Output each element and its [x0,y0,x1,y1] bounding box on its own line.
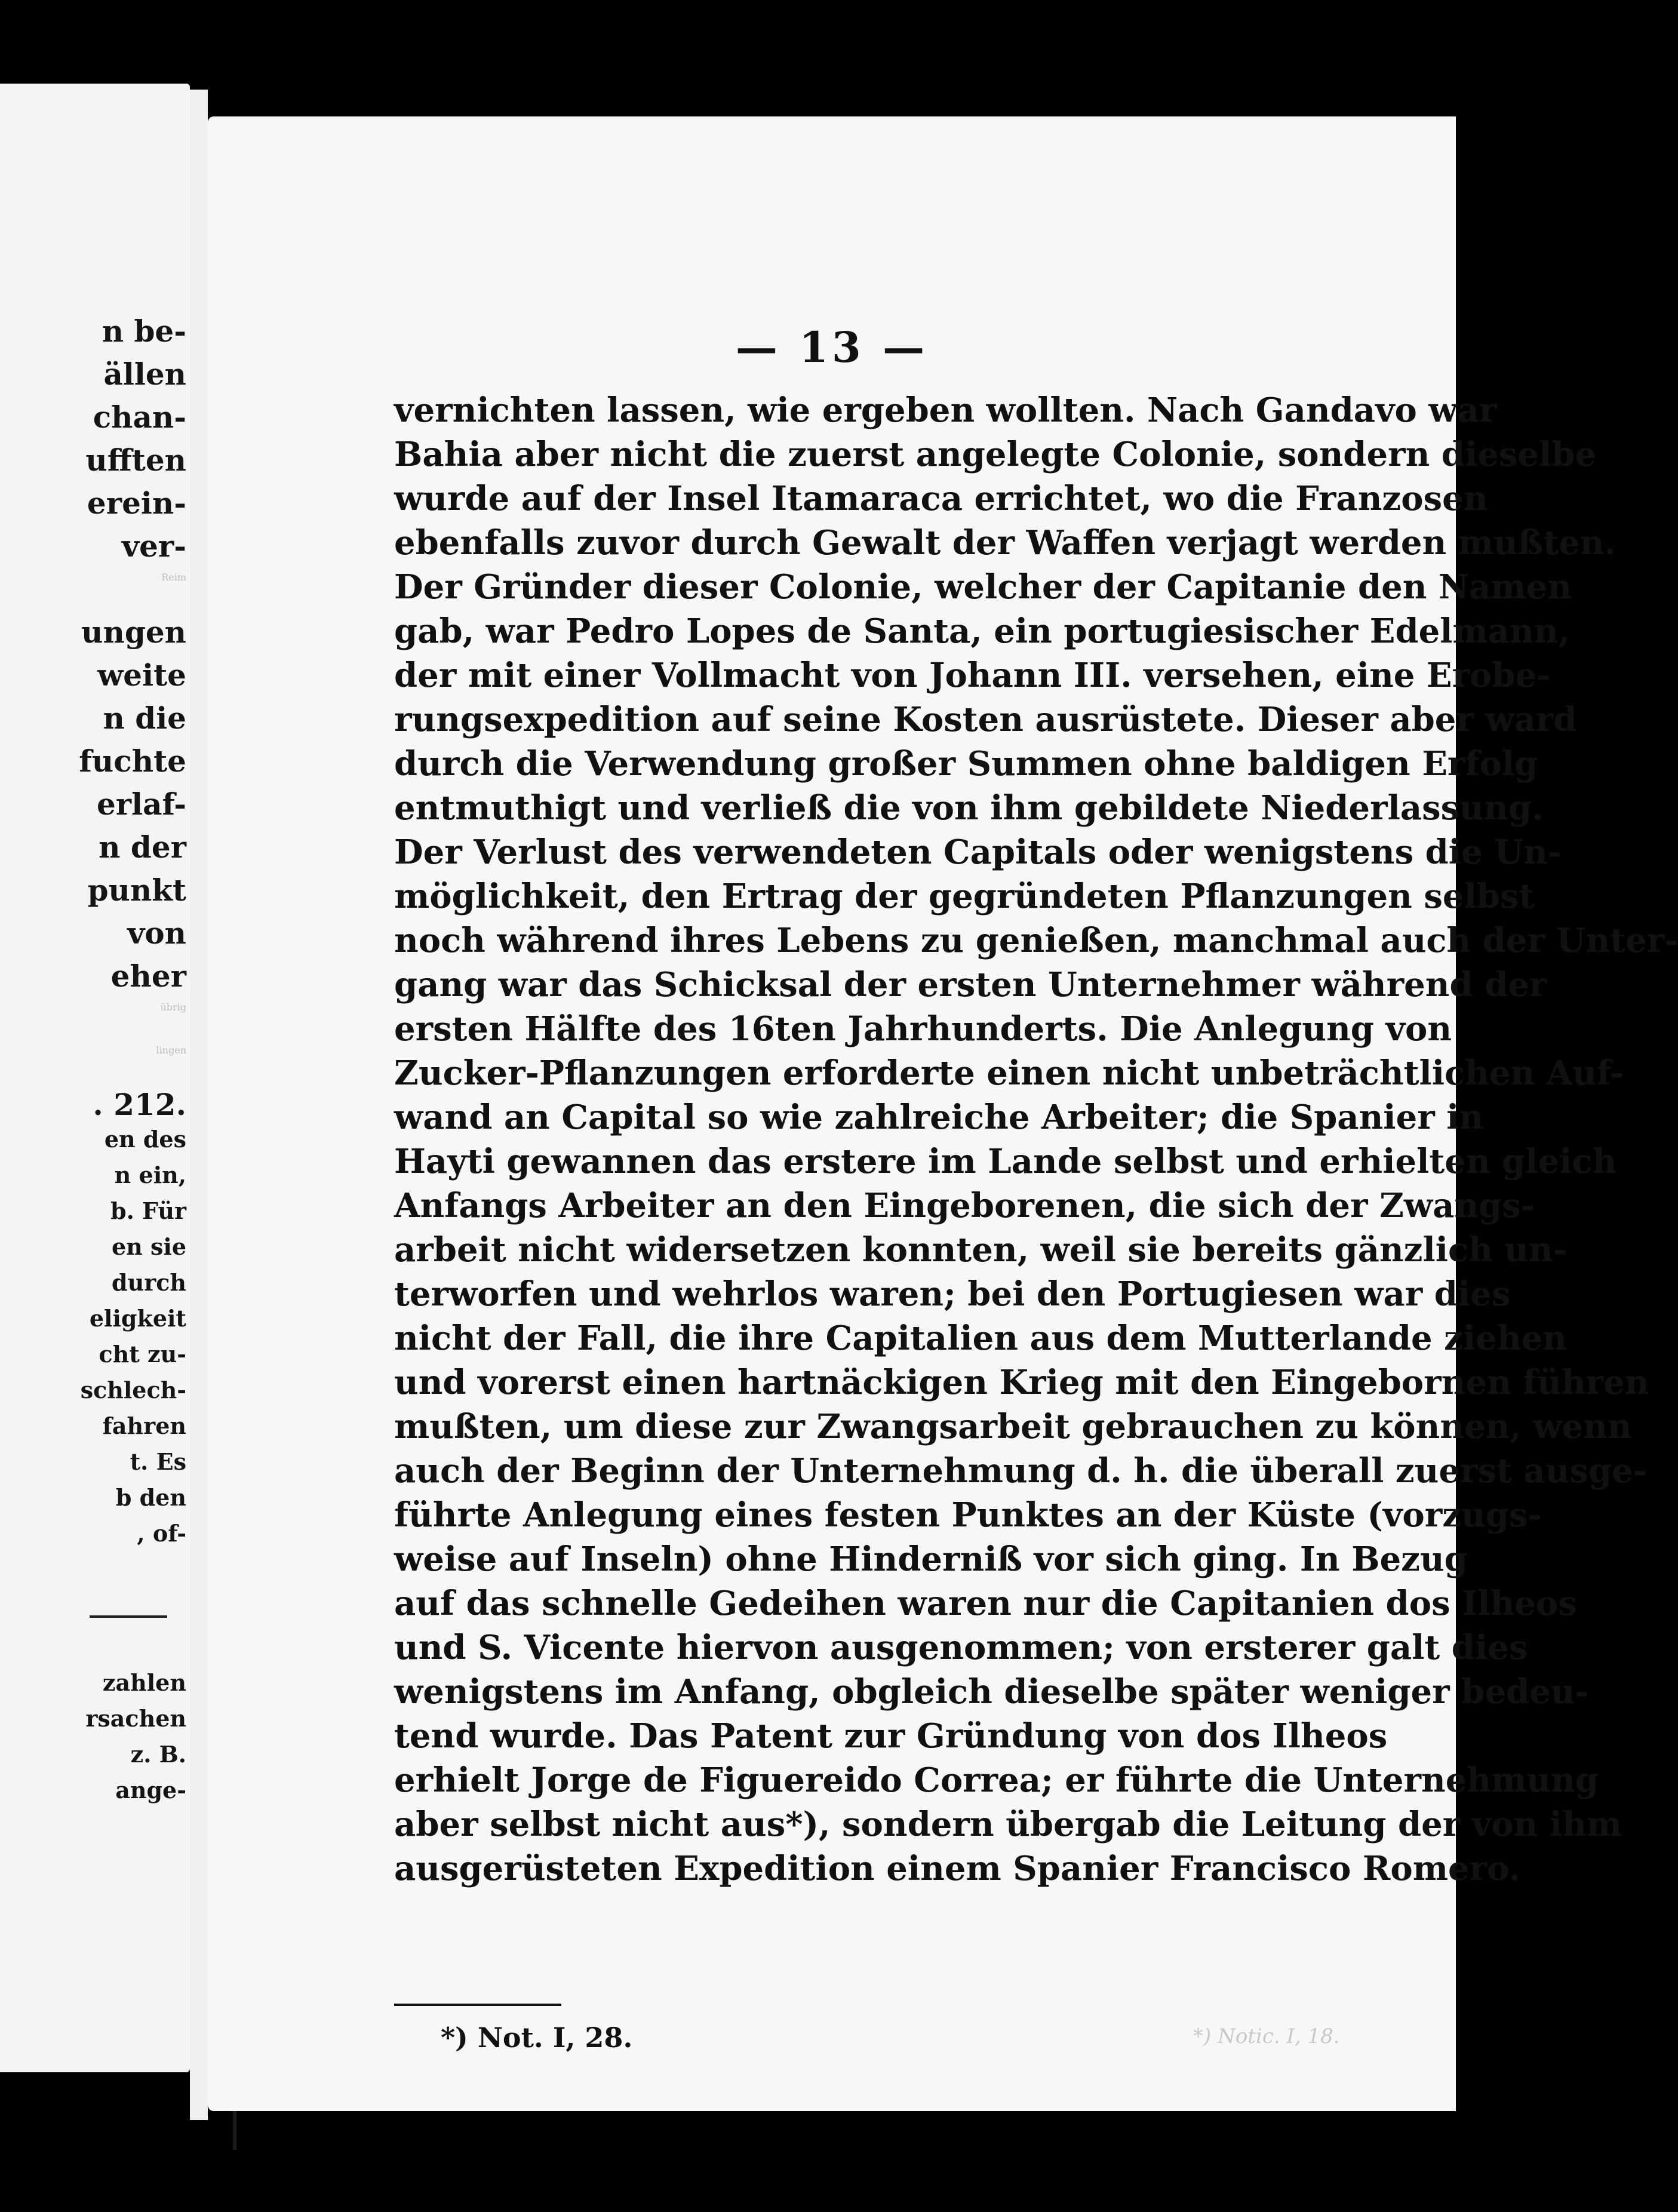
text-line: nicht der Fall, die ihre Capitalien aus dem Mutterlande ziehen [394,1319,1567,1358]
text-line: Der Verlust des verwendeten Capitals oder wenigstens die Un- [394,832,1562,872]
previous-page-fragment: ällen [103,357,186,392]
previous-page [0,84,190,2072]
previous-page-fragment: n der [99,830,186,865]
previous-page-fragment: en sie [111,1233,186,1260]
previous-page-fragment: lingen [156,1044,186,1056]
previous-page-fragment: n be- [102,314,186,349]
text-line: wurde auf der Insel Itamaraca errichtet, wo die Franzosen [394,479,1488,518]
previous-page-fragment: übrig [160,1001,186,1013]
previous-page-fragment: cht zu- [99,1341,186,1368]
previous-page-fragment: Reim [161,572,186,583]
text-line: wenigstens im Anfang, obgleich dieselbe später weniger bedeu- [394,1672,1589,1712]
previous-page-fragment: en des [104,1126,186,1153]
text-line: tend wurde. Das Patent zur Gründung von dos Ilheos [394,1716,1388,1756]
previous-page-fragment: . 212. [93,1087,186,1122]
text-line: terworfen und wehrlos waren; bei den Portugiesen war dies [394,1274,1511,1314]
text-line: ebenfalls zuvor durch Gewalt der Waffen verjagt werden mußten. [394,523,1616,563]
previous-page-fragment: durch [112,1269,186,1296]
previous-page-fragment: ange- [115,1777,186,1804]
text-line: Der Gründer dieser Colonie, welcher der Capitanie den Namen [394,567,1572,607]
previous-page-fragment: n die [103,701,186,736]
text-line: durch die Verwendung großer Summen ohne baldigen Erfolg [394,744,1538,784]
text-line: führte Anlegung eines festen Punktes an der Küste (vorzugs- [394,1495,1542,1535]
previous-page-fragment: fuchte [79,744,186,779]
text-line: entmuthigt und verließ die von ihm gebildete Niederlassung. [394,788,1544,828]
text-line: aber selbst nicht aus*), sondern übergab die Leitung der von ihm [394,1805,1622,1844]
previous-page-fragment: b den [115,1484,186,1511]
previous-page-fragment: z. B. [130,1741,186,1768]
text-line: auf das schnelle Gedeihen waren nur die Capitanien dos Ilheos [394,1584,1577,1623]
page-number: — 13 — [735,322,929,372]
previous-page-fragment: t. Es [130,1448,186,1475]
text-line: wand an Capital so wie zahlreiche Arbeiter; die Spanier in [394,1098,1484,1137]
previous-page-fragment: schlech- [80,1377,186,1403]
previous-page-fragment: ver- [122,529,186,564]
previous-page-fragment: weite [97,658,186,693]
previous-page-fragment: ungen [81,615,186,650]
text-line: gab, war Pedro Lopes de Santa, ein portugiesischer Edelmann, [394,612,1570,651]
text-line: arbeit nicht widersetzen konnten, weil sie bereits gänzlich un- [394,1230,1567,1270]
previous-page-fragment: n ein, [114,1162,186,1188]
text-line: gang war das Schicksal der ersten Unternehmer während der [394,965,1547,1004]
text-line: Hayti gewannen das erstere im Lande selbst und erhielten gleich [394,1142,1617,1181]
previous-page-fragment: eher [110,958,186,994]
text-line: und S. Vicente hiervon ausgenommen; von ersterer galt dies [394,1628,1528,1667]
previous-page-fragment: ufften [85,443,186,478]
current-page [208,116,1678,2111]
text-line: rungsexpedition auf seine Kosten ausrüstete. Dieser aber ward [394,700,1577,739]
previous-page-fragment: rsachen [85,1705,186,1732]
text-line: mußten, um diese zur Zwangsarbeit gebrauchen zu können, wenn [394,1407,1632,1446]
previous-page-fragment: erlaf- [96,787,186,822]
previous-page-fragment: b. Für [110,1197,186,1224]
text-line: erhielt Jorge de Figuereido Correa; er führte die Unternehmung [394,1761,1599,1800]
text-line: und vorerst einen hartnäckigen Krieg mit den Eingebornen führen [394,1363,1649,1402]
text-line: vernichten lassen, wie ergeben wollten. Nach Gandavo war [394,391,1497,430]
previous-page-fragment: von [127,915,186,951]
text-line: möglichkeit, den Ertrag der gegründeten Pflanzungen selbst [394,877,1535,916]
previous-page-fragment: fahren [102,1412,186,1439]
text-line: ersten Hälfte des 16ten Jahrhunderts. Die Anlegung von [394,1009,1452,1049]
previous-page-fragment: chan- [93,400,186,435]
bleed-through-text: *) Notic. I, 18. [1193,2024,1340,2048]
previous-page-fragment: eligkeit [89,1305,186,1332]
previous-page-rule [90,1615,167,1618]
body-text [394,388,1678,1891]
text-line: Bahia aber nicht die zuerst angelegte Colonie, sondern dieselbe [394,435,1597,474]
text-line: auch der Beginn der Unternehmung d. h. die überall zuerst ausge- [394,1451,1647,1491]
previous-page-fragment: punkt [87,872,186,908]
text-line: weise auf Inseln) ohne Hinderniß vor sich ging. In Bezug [394,1540,1468,1579]
previous-page-fragment: , of- [137,1520,186,1547]
footnote: *) Not. I, 28. [441,2021,633,2054]
previous-page-fragment: zahlen [102,1669,186,1696]
footnote-rule [394,2004,561,2006]
text-line: Zucker-Pflanzungen erforderte einen nicht unbeträchtlichen Auf- [394,1053,1624,1093]
text-line: noch während ihres Lebens zu genießen, manchmal auch der Unter- [394,921,1678,960]
text-line: ausgerüsteten Expedition einem Spanier Francisco Romero. [394,1849,1521,1888]
book-gutter [190,90,208,2120]
text-line: Anfangs Arbeiter an den Eingeborenen, die sich der Zwangs- [394,1186,1535,1225]
text-line: der mit einer Vollmacht von Johann III. versehen, eine Erobe- [394,656,1551,695]
previous-page-fragment: erein- [87,486,186,521]
